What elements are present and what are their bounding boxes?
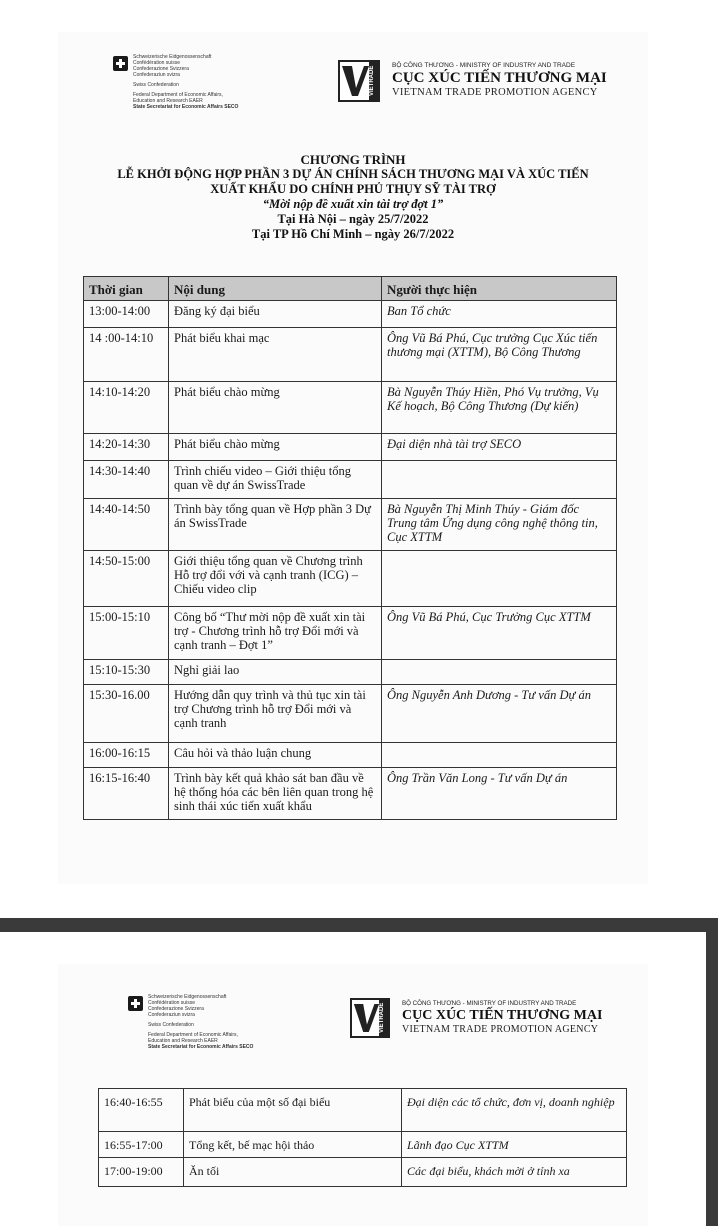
vietrade-side-label: VIETRADE: [369, 62, 378, 100]
vietrade-side-label: VIETRADE: [379, 1000, 388, 1036]
vietrade-v-icon: [340, 62, 370, 100]
table-row: [84, 551, 617, 607]
swiss-cross-icon: [128, 996, 143, 1011]
swiss-line: Schweizerische Eidgenossenschaft: [133, 54, 212, 60]
swiss-line: Confederazione Svizzera: [133, 66, 189, 72]
cell-person: [382, 461, 617, 499]
cell-time: 15:10-15:30: [84, 660, 169, 685]
cell-content: Công bố “Thư mời nộp đề xuất xin tài trợ - Chương trình hỗ trợ Đổi mới và cạnh tranh – Đợt 1”: [169, 607, 382, 660]
table-row: [84, 328, 617, 382]
cell-person: Các đại biểu, khách mời ở tỉnh xa: [402, 1158, 627, 1187]
cell-time: 16:15-16:40: [84, 768, 169, 820]
swiss-line: Confédération suisse: [148, 1000, 195, 1006]
table-row: [84, 382, 617, 434]
cell-time: 15:00-15:10: [84, 607, 169, 660]
vietrade-v-icon: [352, 1000, 380, 1036]
program-heading: CHƯƠNG TRÌNH: [300, 152, 406, 167]
swiss-line: Education and Research EAER: [148, 1038, 218, 1044]
cell-person: [382, 660, 617, 685]
swiss-line: Swiss Confederation: [148, 1022, 194, 1028]
cell-content: Tổng kết, bế mạc hội thảo: [184, 1132, 402, 1158]
swiss-cross-icon: [113, 56, 128, 71]
table-row: [84, 660, 617, 685]
cell-person: [382, 743, 617, 768]
col-header-person: Người thực hiện: [382, 277, 617, 301]
cell-time: 14:50-15:00: [84, 551, 169, 607]
table-row: [84, 607, 617, 660]
table-row: [84, 743, 617, 768]
table-row: [84, 685, 617, 743]
cell-content: Phát biểu của một số đại biểu: [184, 1089, 402, 1132]
swiss-line: State Secretariat for Economic Affairs SECO: [148, 1044, 254, 1050]
agency-name-vn: CỤC XÚC TIẾN THƯƠNG MẠI: [392, 70, 607, 86]
table-row: [84, 768, 617, 820]
hanoi-date: Tại Hà Nội – ngày 25/7/2022: [277, 212, 429, 226]
cell-person: Ông Vũ Bá Phú, Cục Trưởng Cục XTTM: [382, 607, 617, 660]
cell-time: 16:00-16:15: [84, 743, 169, 768]
cell-content: Trình bày tổng quan về Hợp phần 3 Dự án SwissTrade: [169, 499, 382, 551]
cell-content: Phát biểu khai mạc: [169, 328, 382, 382]
cell-content: Trình chiếu video – Giới thiệu tổng quan về dự án SwissTrade: [169, 461, 382, 499]
cell-person: Ông Trần Văn Long - Tư vấn Dự án: [382, 768, 617, 820]
table-row: [99, 1158, 627, 1187]
col-header-content: Nội dung: [169, 277, 382, 301]
cell-time: 14:20-14:30: [84, 434, 169, 461]
cell-time: 14 :00-14:10: [84, 328, 169, 382]
cell-time: 14:40-14:50: [84, 499, 169, 551]
cell-time: 16:40-16:55: [99, 1089, 184, 1132]
document-page-1: [58, 32, 648, 884]
swiss-line: Confédération suisse: [133, 60, 180, 66]
swiss-line: Swiss Confederation: [133, 82, 179, 88]
cell-content: Nghỉ giải lao: [169, 660, 382, 685]
agency-name-en: VIETNAM TRADE PROMOTION AGENCY: [392, 87, 598, 98]
table-row: [84, 434, 617, 461]
cell-time: 14:30-14:40: [84, 461, 169, 499]
table-header-row: [84, 277, 617, 301]
cell-content: Phát biểu chào mừng: [169, 382, 382, 434]
cell-person: Ông Vũ Bá Phú, Cục trưởng Cục Xúc tiến thương mại (XTTM), Bộ Công Thương: [382, 328, 617, 382]
swiss-line: Confederaziun svizra: [148, 1012, 195, 1018]
swiss-line: Confederazione Svizzera: [148, 1006, 204, 1012]
cell-time: 14:10-14:20: [84, 382, 169, 434]
program-title-block: [58, 152, 648, 242]
cell-content: Câu hỏi và thảo luận chung: [169, 743, 382, 768]
cell-person: Ông Nguyễn Anh Dương - Tư vấn Dự án: [382, 685, 617, 743]
cell-time: 16:55-17:00: [99, 1132, 184, 1158]
cell-content: Giới thiệu tổng quan về Chương trình Hỗ trợ đổi với và cạnh tranh (ICG) – Chiếu video clip: [169, 551, 382, 607]
ministry-label: BỘ CÔNG THƯƠNG - MINISTRY OF INDUSTRY AND TRADE: [392, 62, 576, 69]
cell-person: Bà Nguyễn Thúy Hiền, Phó Vụ trưởng, Vụ Kế hoạch, Bộ Công Thương (Dự kiến): [382, 382, 617, 434]
swiss-line: Education and Research EAER: [133, 98, 203, 104]
cell-time: 15:30-16.00: [84, 685, 169, 743]
table-row: [99, 1132, 627, 1158]
schedule-table-continued: [98, 1088, 627, 1187]
subtitle: “Mời nộp đề xuất xin tài trợ đợt 1”: [262, 197, 444, 211]
title-line-2: XUẤT KHẨU DO CHÍNH PHỦ THỤY SỸ TÀI TRỢ: [210, 182, 496, 196]
swiss-line: Schweizerische Eidgenossenschaft: [148, 994, 227, 1000]
swiss-line: State Secretariat for Economic Affairs SECO: [133, 104, 239, 110]
table-row: [84, 301, 617, 328]
agency-name-en: VIETNAM TRADE PROMOTION AGENCY: [402, 1024, 599, 1035]
table-row: [84, 461, 617, 499]
schedule-table: [83, 276, 617, 820]
cell-time: 13:00-14:00: [84, 301, 169, 328]
agency-name-vn: CỤC XÚC TIẾN THƯƠNG MẠI: [402, 1008, 603, 1023]
scrollbar[interactable]: [707, 918, 718, 1226]
ministry-label: BỘ CÔNG THƯƠNG - MINISTRY OF INDUSTRY AND TRADE: [402, 1000, 577, 1007]
cell-content: Hướng dẫn quy trình và thủ tục xin tài trợ Chương trình hỗ trợ Đổi mới và cạnh tranh: [169, 685, 382, 743]
cell-content: Đăng ký đại biểu: [169, 301, 382, 328]
document-page-2: [58, 964, 648, 1226]
cell-person: Đại diện các tổ chức, đơn vị, doanh nghiệp: [402, 1089, 627, 1132]
cell-person: Bà Nguyễn Thị Minh Thúy - Giám đốc Trung tâm Ứng dụng công nghệ thông tin, Cục XTTM: [382, 499, 617, 551]
cell-person: Đại diện nhà tài trợ SECO: [382, 434, 617, 461]
cell-content: Phát biểu chào mừng: [169, 434, 382, 461]
cell-person: [382, 551, 617, 607]
cell-content: Ăn tối: [184, 1158, 402, 1187]
title-line-1: LỄ KHỞI ĐỘNG HỢP PHẦN 3 DỰ ÁN CHÍNH SÁCH THƯƠNG MẠI VÀ XÚC TIẾN: [117, 167, 589, 181]
cell-person: Ban Tổ chức: [382, 301, 617, 328]
swiss-line: Federal Department of Economic Affairs,: [133, 92, 223, 98]
swiss-line: Federal Department of Economic Affairs,: [148, 1032, 238, 1038]
col-header-time: Thời gian: [84, 277, 169, 301]
hcmc-date: Tại TP Hồ Chí Minh – ngày 26/7/2022: [251, 227, 455, 241]
swiss-line: Confederaziun svizra: [133, 72, 180, 78]
cell-content: Trình bày kết quả khảo sát ban đầu về hệ thống hóa các bên liên quan trong hệ sinh thái xúc tiến xuất khẩu: [169, 768, 382, 820]
cell-time: 17:00-19:00: [99, 1158, 184, 1187]
table-row: [99, 1089, 627, 1132]
table-row: [84, 499, 617, 551]
cell-person: Lãnh đạo Cục XTTM: [402, 1132, 627, 1158]
